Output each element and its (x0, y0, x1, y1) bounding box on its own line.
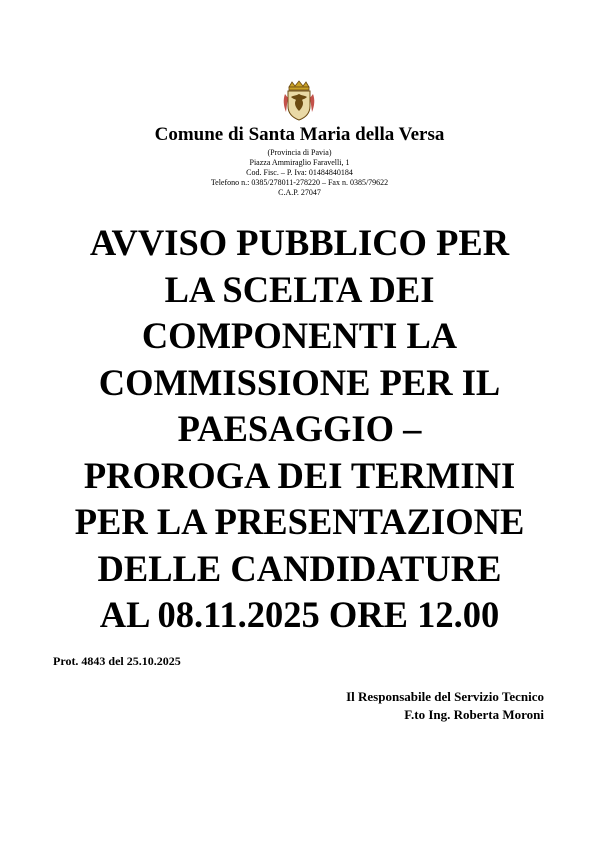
organization-name: Comune di Santa Maria della Versa (154, 124, 445, 145)
notice-title-line: PAESAGGIO – (177, 408, 422, 449)
organization-info (0, 148, 599, 198)
notice-title-line: AL 08.11.2025 ORE 12.00 (99, 594, 500, 635)
notice-title-line: PER LA PRESENTAZIONE (74, 501, 525, 542)
protocol-number: Prot. 4843 del 25.10.2025 (53, 654, 181, 668)
signature-name: F.to Ing. Roberta Moroni (404, 707, 544, 722)
notice-title-line: LA SCELTA DEI (164, 268, 435, 310)
org-info-address: Piazza Ammiraglio Faravelli, 1 (249, 158, 350, 167)
signature-block (346, 688, 544, 724)
notice-title-line: AVVISO PUBBLICO PER (89, 222, 510, 263)
municipal-coat-of-arms-icon (280, 80, 318, 122)
signature-role: Il Responsabile del Servizio Tecnico (346, 689, 544, 704)
notice-title-line: COMMISSIONE PER IL (98, 361, 501, 403)
org-info-postal-code: C.A.P. 27047 (278, 188, 321, 197)
notice-title-line: DELLE CANDIDATURE (97, 547, 502, 589)
org-info-province: (Provincia di Pavia) (267, 148, 332, 157)
notice-title (0, 220, 599, 639)
notice-title-line: PROROGA DEI TERMINI (83, 454, 516, 496)
org-info-phone-fax: Telefono n.: 0385/278011-278220 – Fax n. 0385/79622 (210, 178, 389, 187)
org-info-tax-code: Cod. Fisc. – P. Iva: 01484840184 (246, 168, 353, 177)
notice-title-line: COMPONENTI LA (141, 315, 458, 356)
